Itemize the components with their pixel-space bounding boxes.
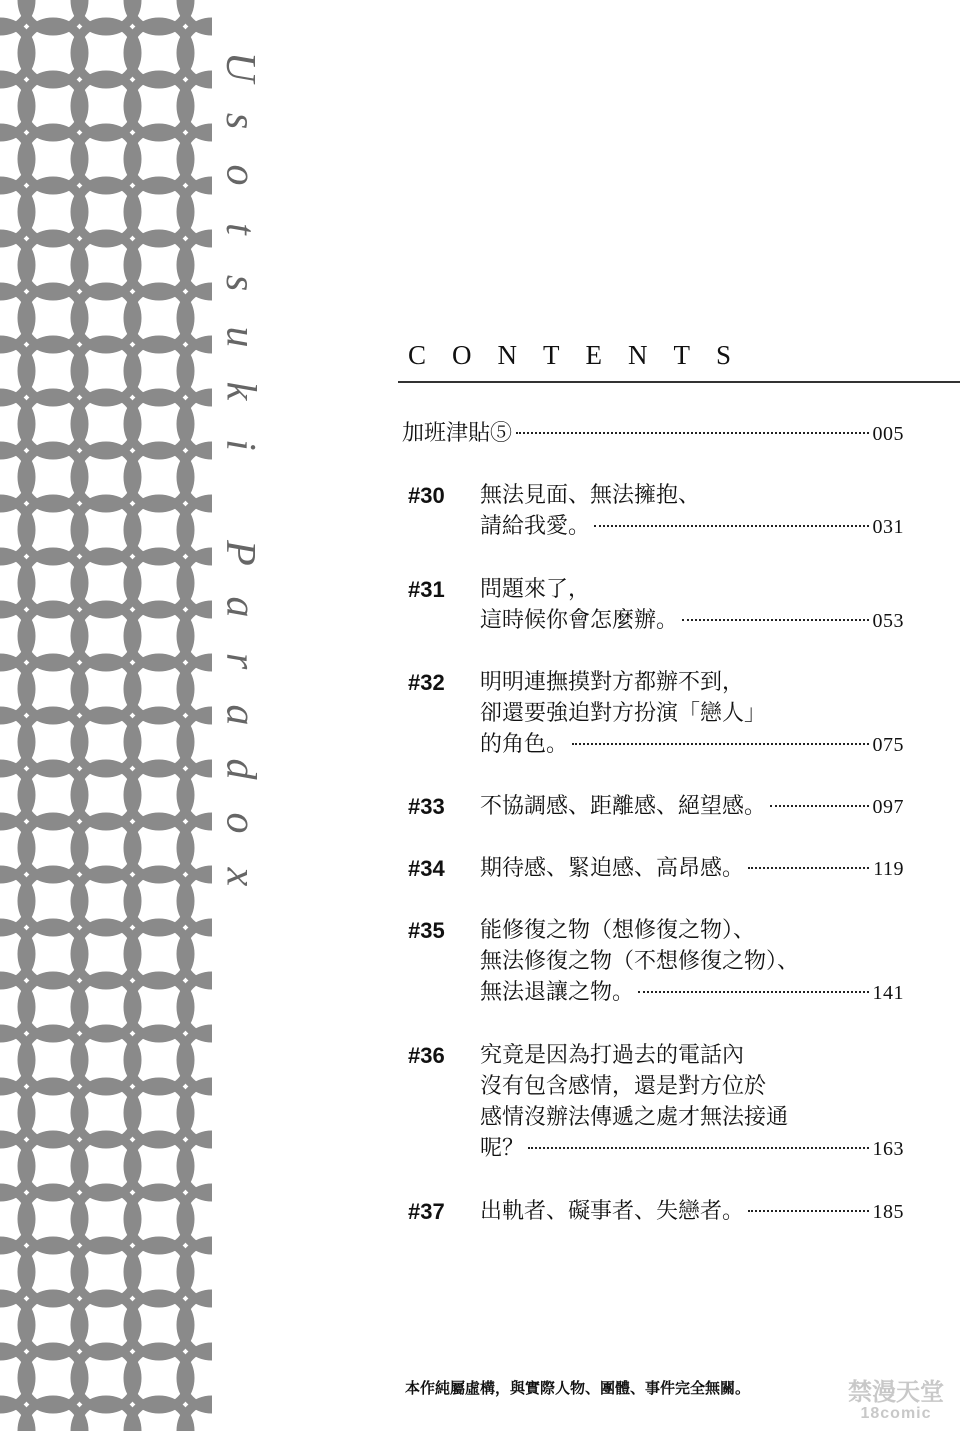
chapter-title-line: 能修復之物（想修復之物）、	[480, 918, 756, 943]
side-title	[210, 40, 270, 904]
toc-entry[interactable]	[402, 791, 904, 823]
chapter-title-line: 卻還要強迫對方扮演「戀人」	[480, 701, 767, 726]
page-number: 097	[872, 796, 904, 818]
toc-entry[interactable]	[402, 1196, 904, 1228]
chapter-number: #33	[408, 794, 445, 819]
side-title-letter: u	[217, 326, 263, 348]
chapter-number: #35	[408, 918, 445, 943]
leader-dots	[770, 805, 868, 807]
leader-dots	[516, 432, 868, 434]
side-title-letter: P	[217, 540, 263, 566]
leader-dots	[638, 991, 868, 993]
chapter-title-line: 無法修復之物（不想修復之物）、	[480, 949, 800, 974]
chapter-title-line: 無法見面、無法擁抱、	[480, 483, 701, 508]
page-number: 119	[873, 858, 904, 880]
chapter-number: #31	[408, 577, 445, 602]
page-number: 075	[872, 734, 904, 756]
side-title-letter: i	[216, 439, 263, 451]
chapter-number: #37	[408, 1199, 445, 1224]
side-title-letter: o	[217, 164, 263, 186]
leader-dots	[528, 1147, 868, 1149]
chapter-title-line: 問題來了，	[480, 577, 591, 602]
page-number: 185	[872, 1201, 904, 1223]
chapter-title-last-line	[480, 791, 904, 823]
chapter-title-last-line	[480, 729, 904, 761]
side-title-letter: s	[216, 274, 263, 292]
side-title-letter	[213, 494, 267, 505]
leader-dots	[594, 525, 868, 527]
side-title-letter: U	[217, 51, 263, 83]
chapter-title-last-line	[480, 1196, 904, 1228]
side-title-letter: a	[217, 704, 263, 726]
side-title-letter: a	[217, 596, 263, 618]
page-number: 005	[872, 423, 904, 445]
chapter-number: #30	[408, 483, 445, 508]
leader-dots	[748, 867, 869, 869]
chapter-title-last-line	[480, 511, 904, 543]
contents-heading: CONTENTS	[408, 340, 757, 370]
chapter-number: #34	[408, 856, 445, 881]
watermark-line2: 18comic	[860, 1405, 932, 1422]
chapter-title-line: 沒有包含感情，還是對方位於	[480, 1074, 767, 1099]
toc-entry[interactable]	[402, 853, 904, 885]
chapter-number: #32	[408, 670, 445, 695]
chapter-title-text: 呢？	[480, 1136, 525, 1161]
toc-entry[interactable]	[402, 1040, 904, 1165]
chapter-title-text: 的角色。	[480, 732, 569, 757]
page-number: 163	[872, 1138, 904, 1160]
chapter-number: #36	[408, 1043, 445, 1068]
page-number: 031	[872, 516, 904, 538]
chapter-title-text: 不協調感、距離感、絕望感。	[480, 794, 767, 819]
toc-entry[interactable]	[402, 574, 904, 637]
side-title-letter: o	[217, 812, 263, 834]
side-title-letter: k	[217, 381, 263, 401]
chapter-title-line: 感情沒辦法傳遞之處才無法接通	[480, 1105, 789, 1130]
leader-dots	[572, 743, 868, 745]
chapter-title-last-line	[402, 418, 904, 450]
side-title-letter: x	[217, 867, 263, 887]
chapter-title-text: 期待感、緊迫感、高昂感。	[480, 856, 745, 881]
page-number: 053	[872, 610, 904, 632]
side-title-letter: d	[217, 758, 263, 780]
side-title-letter: t	[216, 223, 263, 235]
leader-dots	[682, 619, 868, 621]
toc-entry[interactable]	[402, 418, 904, 450]
chapter-title-last-line	[480, 1133, 904, 1165]
chapter-title-last-line	[480, 853, 904, 885]
page-number: 141	[872, 982, 904, 1004]
chapter-title-text: 無法退讓之物。	[480, 980, 635, 1005]
toc-entry[interactable]	[402, 915, 904, 1009]
chapter-title-last-line	[480, 605, 904, 637]
decorative-pattern	[0, 0, 212, 1431]
leader-dots	[748, 1210, 868, 1212]
chapter-title-text: 這時候你會怎麼辦。	[480, 608, 679, 633]
chapter-title-line: 明明連撫摸對方都辦不到，	[480, 670, 745, 695]
side-title-letter: s	[216, 112, 263, 130]
chapter-title-text: 請給我愛。	[480, 514, 591, 539]
watermark-logo	[842, 1379, 950, 1423]
toc-entry[interactable]	[402, 480, 904, 543]
chapter-title-text: 加班津貼⑤	[402, 421, 513, 446]
heading-rule	[398, 381, 960, 383]
chapter-title-text: 出軌者、礙事者、失戀者。	[480, 1199, 745, 1224]
side-title-letter: r	[216, 652, 263, 670]
chapter-title-last-line	[480, 977, 904, 1009]
watermark-line1: 禁漫天堂	[848, 1377, 944, 1406]
disclaimer: 本作純屬虛構，與實際人物、團體、事件完全無關。	[405, 1380, 751, 1397]
chapter-title-line: 究竟是因為打過去的電話內	[480, 1043, 745, 1068]
toc-entry[interactable]	[402, 667, 904, 761]
